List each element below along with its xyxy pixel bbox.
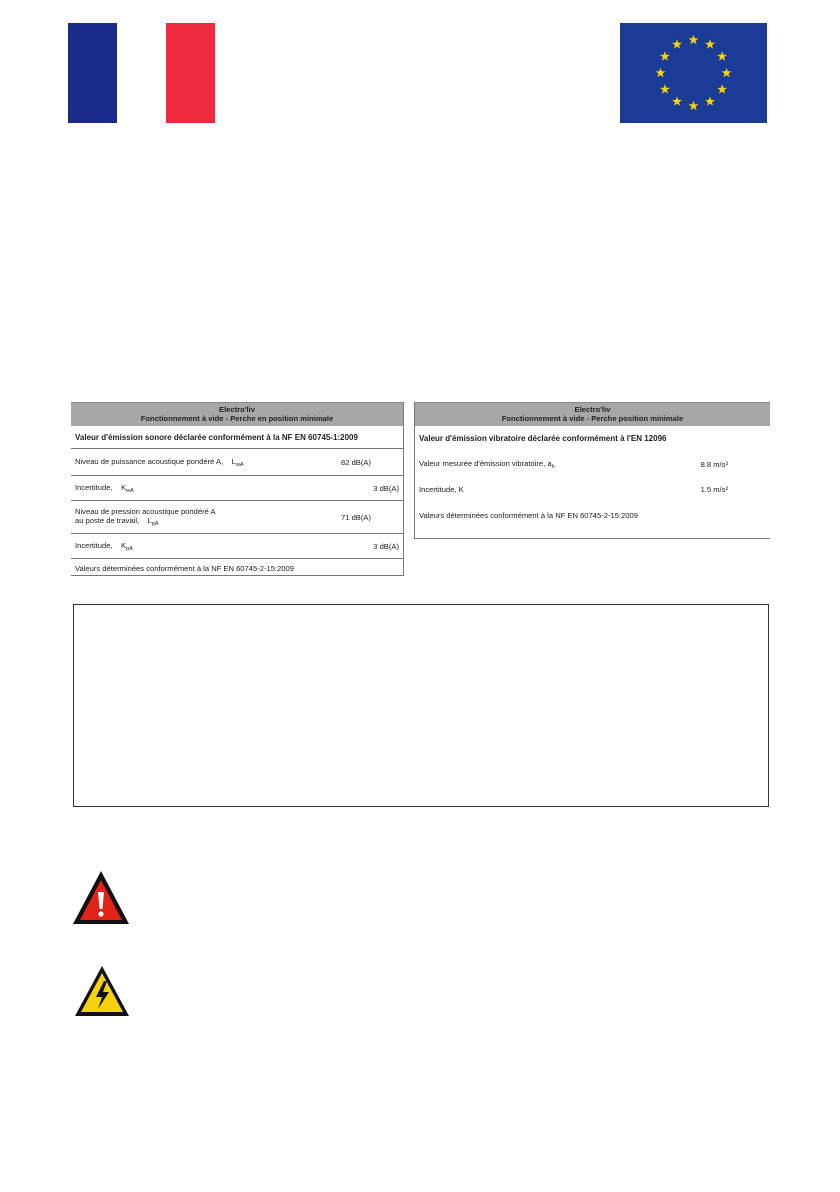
vibration-table-subtitle: Fonctionnement à vide - Perche position minimale: [501, 414, 684, 423]
vibration-row-ah: [415, 450, 770, 478]
vibration-row-k: [415, 478, 770, 500]
row-label: Incertitude, $K_{pA}$: [75, 540, 133, 552]
vibration-table-header: [415, 402, 770, 426]
sound-emission-table: [71, 402, 404, 576]
row-value: 71 dB(A): [341, 512, 371, 522]
row-value: 3 dB(A): [373, 483, 399, 493]
sound-table-header: [71, 402, 403, 426]
flag-band-blue: [68, 23, 117, 123]
notice-box: [73, 604, 769, 807]
vibration-table-heading: Valeur d'émission vibratoire déclarée conformément à l'EN 12096: [419, 433, 667, 443]
france-flag-icon: [68, 23, 215, 123]
sound-table-title: Electro'liv: [219, 405, 255, 414]
sound-table-subtitle: Fonctionnement à vide - Perche en position minimale: [140, 414, 334, 423]
flag-band-white: [117, 23, 166, 123]
row-label: Niveau de pression acoustique pondéré A au poste de travail, $L_{pA}$: [75, 507, 216, 527]
row-label: Incertitude, $K_{wA}$: [75, 482, 134, 494]
sound-table-footer: Valeurs déterminées conformément à la NF EN 60745-2-15:2009: [75, 564, 294, 573]
sound-row-lpa: [71, 501, 403, 534]
sound-table-heading: Valeur d'émission sonore déclarée conformément à la NF EN 60745-1:2009: [71, 426, 403, 449]
row-label: Valeur mesurée d'émission vibratoire, $a_h$: [419, 458, 555, 470]
row-value: 1.5 m/s²: [700, 484, 728, 494]
row-label: Incertitude, K: [419, 484, 464, 494]
sound-row-kwa: [71, 476, 403, 501]
flag-band-red: [166, 23, 215, 123]
vibration-emission-table: [414, 402, 770, 539]
electric-hazard-icon: [73, 964, 131, 1019]
sound-row-kpa: [71, 534, 403, 559]
danger-warning-icon: [71, 869, 131, 927]
vibration-table-footer: Valeurs déterminées conformément à la NF EN 60745-2-15:2009: [419, 510, 638, 520]
eu-flag-icon: [620, 23, 767, 123]
sound-row-lwa: [71, 449, 403, 476]
row-value: 82 dB(A): [341, 457, 371, 467]
row-label: Niveau de puissance acoustique pondéré A, $L_{wA}$: [75, 456, 244, 468]
row-value: 8.8 m/s²: [700, 459, 728, 469]
row-value: 3 dB(A): [373, 541, 399, 551]
vibration-table-title: Electro'liv: [574, 405, 611, 414]
